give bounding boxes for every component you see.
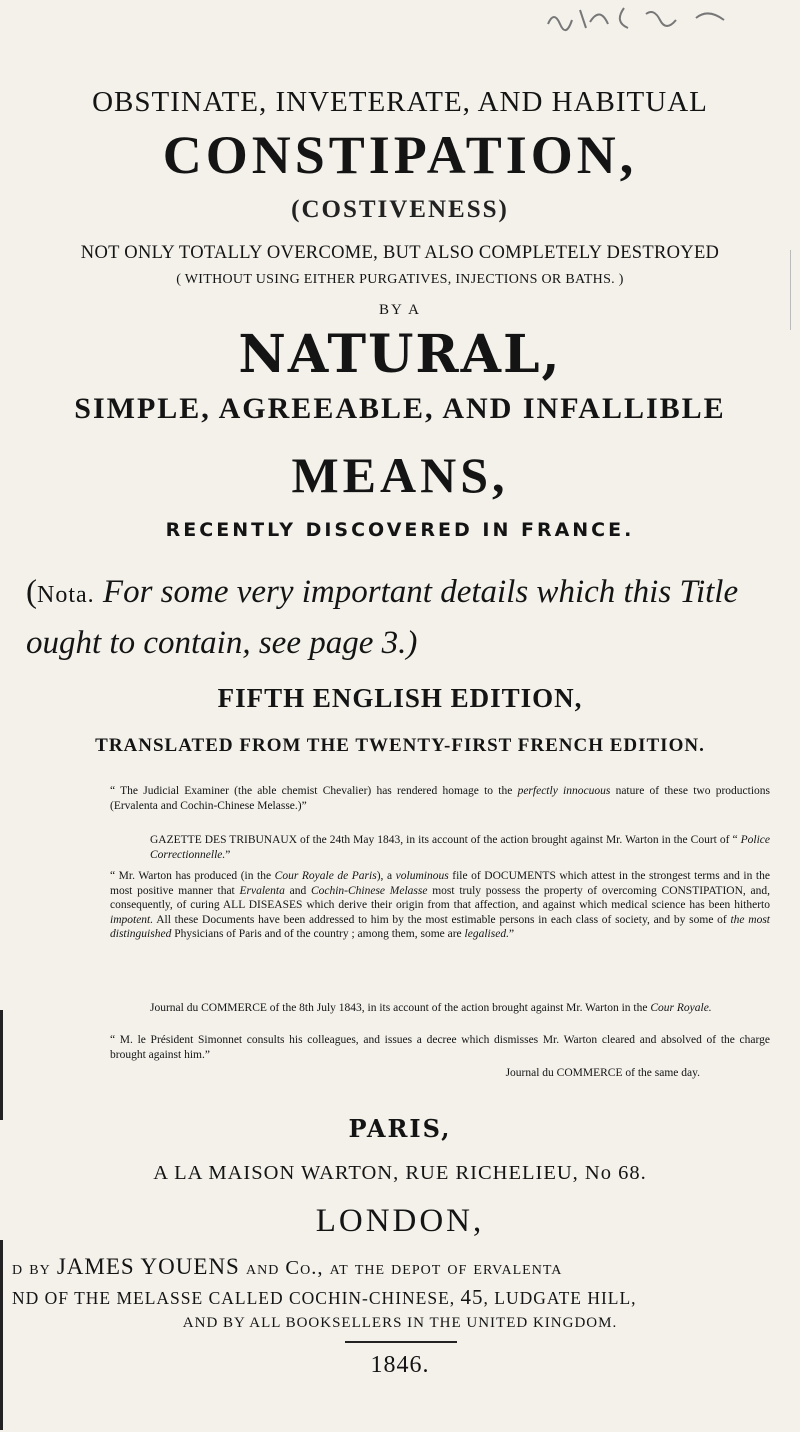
translated-line: TRANSLATED FROM THE TWENTY-FIRST FRENCH EDITION. bbox=[95, 735, 705, 756]
quote-text: most truly possess the property of overcoming CONSTIPATION, and, consequently, of curing ALL DISEASES which derive their origin from that affection, and against which medical science has been hitherto bbox=[110, 884, 770, 911]
quote-emphasis: the most distinguished bbox=[110, 913, 770, 940]
seller-line-2 bbox=[12, 1285, 800, 1310]
quote-text: ” bbox=[508, 928, 515, 940]
seller-line-3: AND BY ALL BOOKSELLERS IN THE UNITED KINGDOM. bbox=[182, 1315, 618, 1331]
nota-label: Nota. bbox=[37, 582, 95, 608]
quote-source-commerce bbox=[150, 1001, 770, 1016]
source-emphasis: Police Correctionnelle. bbox=[150, 834, 770, 861]
quote-text: file of DOCUMENTS which attest in the strongest terms and in the most positive manner that bbox=[110, 870, 770, 897]
nota-open: ( bbox=[26, 574, 37, 610]
nota-see: see page 3.) bbox=[258, 625, 418, 661]
source-emphasis: Cour Royale. bbox=[650, 1002, 712, 1014]
edition-line: FIFTH ENGLISH EDITION, bbox=[217, 683, 583, 713]
main-title: CONSTIPATION, bbox=[162, 125, 638, 185]
quote-text: Physicians of Paris and of the country ; among them, some are bbox=[171, 928, 465, 940]
quote-emphasis: impotent. bbox=[110, 913, 154, 926]
seller-text: , LUDGATE HILL, bbox=[483, 1288, 637, 1308]
source-text: Journal du COMMERCE of the 8th July 1843, in its account of the action brought against Mr. Warton in the bbox=[150, 1002, 651, 1014]
imprint-paris: PARIS, bbox=[348, 1114, 452, 1143]
quote-emphasis: Cour Royale de Paris bbox=[274, 870, 377, 882]
seller-number: 45 bbox=[460, 1285, 484, 1309]
quote-text: and bbox=[284, 884, 311, 897]
imprint-london: LONDON, bbox=[315, 1203, 485, 1239]
quote-text: ), a bbox=[376, 870, 396, 882]
publication-year: 1846. bbox=[370, 1352, 430, 1378]
seller-text: d by bbox=[12, 1257, 57, 1279]
claim-line: NOT ONLY TOTALLY OVERCOME, BUT ALSO COMPLETELY DESTROYED bbox=[80, 243, 720, 263]
binding-edge bbox=[0, 1010, 3, 1120]
imprint-paris-address: A LA MAISON WARTON, RUE RICHELIEU, No 68. bbox=[153, 1162, 647, 1184]
means-heading: MEANS, bbox=[291, 447, 509, 503]
source-text: ” bbox=[225, 848, 231, 861]
quote-emphasis: perfectly innocuous bbox=[517, 785, 611, 797]
means-adjectives: SIMPLE, AGREEABLE, AND INFALLIBLE bbox=[74, 392, 726, 425]
quote-text: “ Mr. Warton has produced (in the bbox=[110, 870, 275, 882]
without-line: ( WITHOUT USING EITHER PURGATIVES, INJECTIONS OR BATHS. ) bbox=[176, 272, 624, 287]
quote-source-same-day: Journal du COMMERCE of the same day. bbox=[505, 1067, 700, 1079]
subtitle-costiveness: (COSTIVENESS) bbox=[291, 196, 509, 223]
binding-edge-lower bbox=[0, 1240, 3, 1430]
quote-text: nature of these two productions (Ervalenta and Cochin-Chinese Melasse.)” bbox=[110, 785, 770, 812]
quote-text: All these Documents have been addressed to him by the most estimable persons in each class of society, and by some of bbox=[153, 913, 731, 926]
quote-emphasis: Ervalenta bbox=[239, 884, 285, 897]
quote-text: “ The Judicial Examiner (the able chemist Chevalier) has rendered homage to the bbox=[110, 785, 518, 797]
seller-line-1 bbox=[12, 1254, 800, 1280]
handwritten-scribble bbox=[528, 0, 748, 36]
nota-note bbox=[26, 568, 786, 667]
natural-heading: NATURAL, bbox=[238, 324, 562, 385]
divider-rule bbox=[345, 1341, 457, 1343]
quote-emphasis: legalised. bbox=[464, 928, 509, 940]
source-text: GAZETTE DES TRIBUNAUX of the 24th May 1843, in its account of the action brought against Mr. Warton in the Court of “ bbox=[150, 834, 741, 846]
quote-emphasis: Cochin-Chinese Melasse bbox=[310, 884, 428, 897]
quote-cour-royale bbox=[110, 869, 770, 942]
page-mark bbox=[790, 250, 791, 330]
discovered-line: RECENTLY DISCOVERED IN FRANCE. bbox=[165, 519, 635, 541]
seller-text: ND OF THE MELASSE CALLED COCHIN-CHINESE, bbox=[12, 1288, 461, 1308]
headline-1: OBSTINATE, INVETERATE, AND HABITUAL bbox=[92, 86, 708, 118]
quote-emphasis: voluminous bbox=[395, 870, 449, 882]
quote-source-gazette bbox=[150, 833, 770, 862]
nota-text: For some very important details which this Title ought to contain, bbox=[26, 574, 739, 661]
quote-gazette bbox=[110, 784, 770, 813]
by-a: BY A bbox=[378, 302, 422, 318]
quote-president: “ M. le Président Simonnet consults his colleagues, and issues a decree which dismisses Mr. Warton cleared and absolved of the charge brought against him.” bbox=[110, 1034, 770, 1061]
seller-text: and Co., at the depot of ervalenta bbox=[239, 1257, 563, 1279]
seller-name: JAMES YOUENS bbox=[56, 1254, 240, 1279]
